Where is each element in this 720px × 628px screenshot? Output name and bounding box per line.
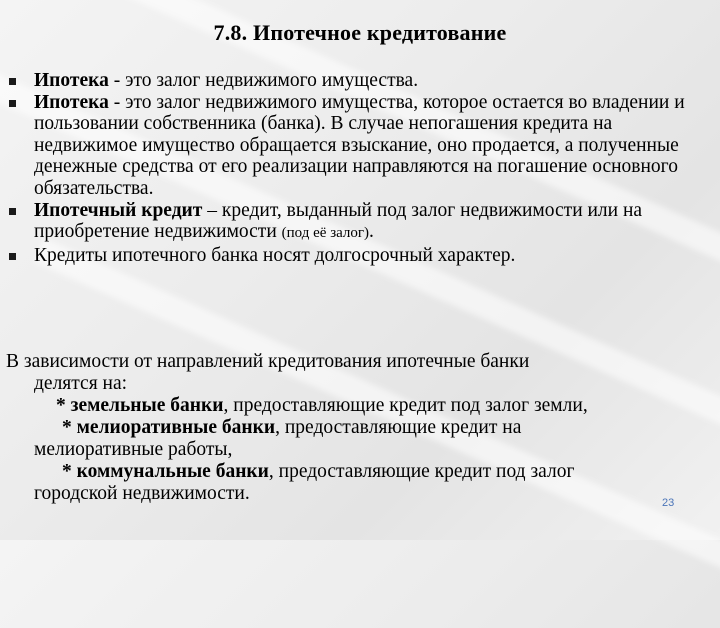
square-bullet-icon <box>9 78 16 85</box>
bullet-list <box>0 70 720 266</box>
bullet-item <box>0 70 720 92</box>
square-bullet-icon <box>9 208 16 215</box>
note: (под её залог) <box>281 225 370 242</box>
bank-type-item <box>6 461 716 483</box>
bullet-item <box>0 200 720 245</box>
term: Ипотечный кредит <box>34 199 203 221</box>
section-intro: В зависимости от направлений кредитования ипотечные банки <box>6 351 530 372</box>
bank-types-section <box>6 351 716 505</box>
bullet-item <box>0 92 720 200</box>
bank-type-name: * земельные банки <box>56 395 224 416</box>
square-bullet-icon <box>9 100 16 107</box>
definition: - это залог недвижимого имущества, которое остается во владении и пользовании собственника (банка). В случае непогашения кредита на недвижимое имущество обращается взыскание, оно продается, а полученные денежные средства от его реализации направляются на погашение основного обязательства. <box>34 91 685 199</box>
bank-type-desc-cont: городской недвижимости. <box>34 483 250 504</box>
definition-end: . <box>369 221 374 243</box>
section-intro-cont: делятся на: <box>34 373 128 394</box>
definition: – кредит, выданный под залог недвижимости или на приобретение недвижимости <box>34 199 643 243</box>
definition: - это залог недвижимого имущества. <box>108 70 419 91</box>
statement: Кредиты ипотечного банка носят долгосрочный характер. <box>34 244 516 266</box>
term: Ипотека <box>34 70 109 91</box>
bank-type-desc-cont: мелиоративные работы, <box>34 439 233 460</box>
page-number: 23 <box>662 497 675 509</box>
bank-type-name: * мелиоративные банки <box>62 417 276 438</box>
bank-type-desc: , предоставляющие кредит на <box>275 417 522 438</box>
bank-type-name: * коммунальные банки <box>62 461 269 482</box>
bullet-item <box>0 245 720 267</box>
bank-type-desc: , предоставляющие кредит под залог земли, <box>223 395 588 416</box>
bank-type-item <box>6 395 716 417</box>
slide-title: 7.8. Ипотечное кредитование <box>213 20 507 45</box>
term: Ипотека <box>34 91 109 113</box>
bank-type-desc: , предоставляющие кредит под залог <box>268 461 575 482</box>
square-bullet-icon <box>9 253 16 260</box>
bank-type-item <box>6 417 716 439</box>
